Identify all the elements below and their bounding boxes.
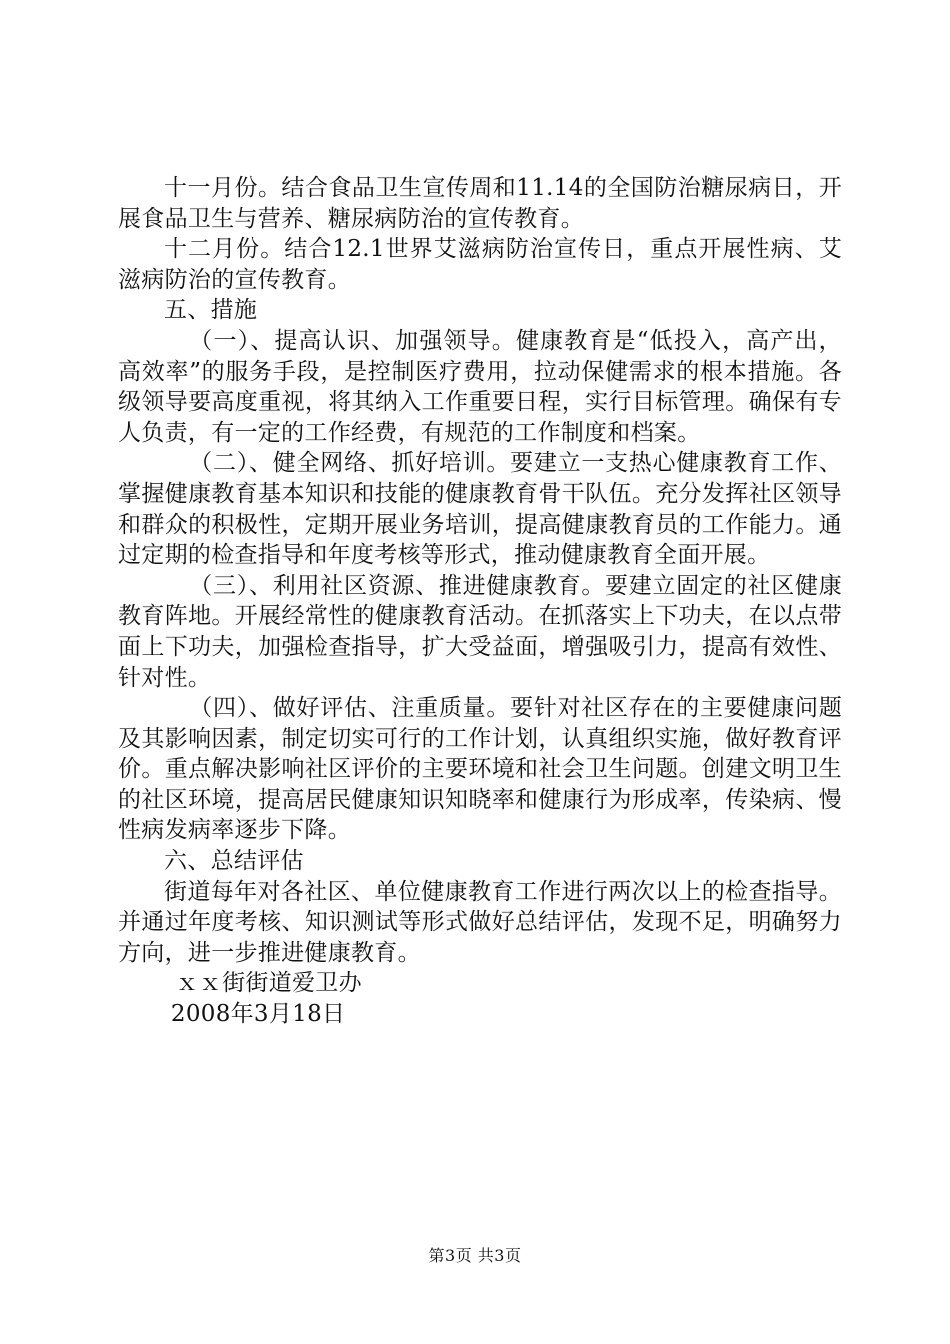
paragraph-measure-4: （四）、做好评估、注重质量。要针对社区存在的主要健康问题及其影响因素，制定切实可行的工作计划，认真组织实施，做好教育评价。重点解决影响社区评价的主要环境和社会卫生问题。创建文明卫生的社区环境，提高居民健康知识知晓率和健康行为形成率，传染病、慢性病发病率逐步下降。 bbox=[118, 695, 842, 844]
paragraph-november: 十一月份。结合食品卫生宣传周和11.14的全国防治糖尿病日，开展食品卫生与营养、糖尿病防治的宣传教育。 bbox=[118, 175, 842, 232]
paragraph-measure-2: （二）、健全网络、抓好培训。要建立一支热心健康教育工作、掌握健康教育基本知识和技能的健康教育骨干队伍。充分发挥社区领导和群众的积极性，定期开展业务培训，提高健康教育员的工作能力。通过定期的检查指导和年度考核等形式，推动健康教育全面开展。 bbox=[118, 450, 842, 569]
paragraph-evaluation: 街道每年对各社区、单位健康教育工作进行两次以上的检查指导。并通过年度考核、知识测试等形式做好总结评估，发现不足，明确努力方向，进一步推进健康教育。 bbox=[118, 878, 842, 966]
signature-date: 2008年3月18日 bbox=[170, 1001, 346, 1028]
section-heading-measures: 五、措施 bbox=[164, 297, 258, 324]
paragraph-december: 十二月份。结合12.1世界艾滋病防治宣传日，重点开展性病、艾滋病防治的宣传教育。 bbox=[118, 236, 842, 293]
signature-office: ｘｘ街街道爱卫办 bbox=[175, 970, 362, 997]
paragraph-measure-1: （一）、提高认识、加强领导。健康教育是“低投入，高产出，高效率”的服务手段，是控制医疗费用，拉动保健需求的根本措施。各级领导要高度重视，将其纳入工作重要日程，实行目标管理。确保有专人负责，有一定的工作经费，有规范的工作制度和档案。 bbox=[118, 327, 842, 446]
page-footer: 第3页 共3页 bbox=[428, 1246, 522, 1265]
section-heading-evaluation: 六、总结评估 bbox=[164, 848, 304, 875]
paragraph-measure-3: （三）、利用社区资源、推进健康教育。要建立固定的社区健康教育阵地。开展经常性的健康教育活动。在抓落实上下功夫，在以点带面上下功夫，加强检查指导，扩大受益面，增强吸引力，提高有效性、针对性。 bbox=[118, 572, 842, 691]
document-body bbox=[118, 173, 842, 1030]
